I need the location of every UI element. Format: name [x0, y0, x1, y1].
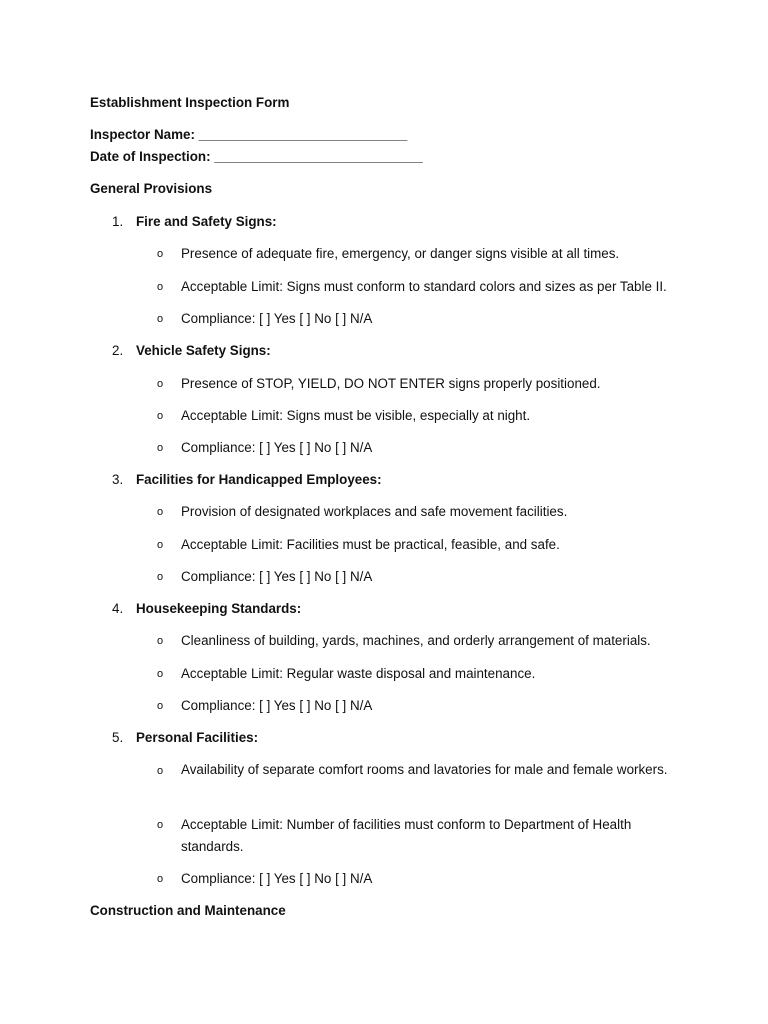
item-number: 1. [112, 214, 124, 229]
item-title: Vehicle Safety Signs: [136, 343, 271, 358]
item-point: Compliance: [ ] Yes [ ] No [ ] N/A [181, 440, 373, 455]
section-heading-construction-maintenance: Construction and Maintenance [90, 903, 286, 918]
bullet-icon: o [157, 668, 164, 680]
item-number: 4. [112, 601, 124, 616]
date-of-inspection-field: Date of Inspection: ____________________________ [90, 149, 423, 164]
item-point: Presence of adequate fire, emergency, or danger signs visible at all times. [181, 246, 620, 261]
bullet-icon: o [157, 539, 164, 551]
bullet-icon: o [157, 313, 164, 325]
item-number: 5. [112, 730, 124, 745]
bullet-icon: o [157, 700, 164, 712]
bullet-icon: o [157, 506, 164, 518]
item-point: Acceptable Limit: Signs must conform to standard colors and sizes as per Table II. [181, 279, 667, 294]
item-point: Compliance: [ ] Yes [ ] No [ ] N/A [181, 871, 373, 886]
item-point: Acceptable Limit: Number of facilities must conform to Department of Health standards. [181, 817, 632, 854]
bullet-icon: o [157, 248, 164, 260]
bullet-icon: o [157, 765, 164, 777]
bullet-icon: o [157, 378, 164, 390]
item-point: Cleanliness of building, yards, machines, and orderly arrangement of materials. [181, 633, 651, 648]
item-point: Compliance: [ ] Yes [ ] No [ ] N/A [181, 698, 373, 713]
item-title: Personal Facilities: [136, 730, 259, 745]
item-point: Acceptable Limit: Regular waste disposal and maintenance. [181, 666, 536, 681]
bullet-icon: o [157, 442, 164, 454]
item-number: 3. [112, 472, 124, 487]
section-heading-general-provisions: General Provisions [90, 181, 213, 196]
item-point: Acceptable Limit: Signs must be visible, especially at night. [181, 408, 531, 423]
item-point: Presence of STOP, YIELD, DO NOT ENTER signs properly positioned. [181, 376, 601, 391]
item-title: Fire and Safety Signs: [136, 214, 277, 229]
bullet-icon: o [157, 873, 164, 885]
bullet-icon: o [157, 571, 164, 583]
bullet-icon: o [157, 281, 164, 293]
form-title: Establishment Inspection Form [90, 95, 290, 110]
inspector-name-field: Inspector Name: ____________________________ [90, 127, 408, 142]
bullet-icon: o [157, 819, 164, 831]
item-point: Compliance: [ ] Yes [ ] No [ ] N/A [181, 569, 373, 584]
item-title: Facilities for Handicapped Employees: [136, 472, 382, 487]
item-title: Housekeeping Standards: [136, 601, 302, 616]
item-point: Compliance: [ ] Yes [ ] No [ ] N/A [181, 311, 373, 326]
bullet-icon: o [157, 635, 164, 647]
item-point: Acceptable Limit: Facilities must be practical, feasible, and safe. [181, 537, 560, 552]
item-number: 2. [112, 343, 124, 358]
bullet-icon: o [157, 410, 164, 422]
item-point: Availability of separate comfort rooms and lavatories for male and female workers. [181, 762, 668, 777]
item-point: Provision of designated workplaces and safe movement facilities. [181, 504, 568, 519]
